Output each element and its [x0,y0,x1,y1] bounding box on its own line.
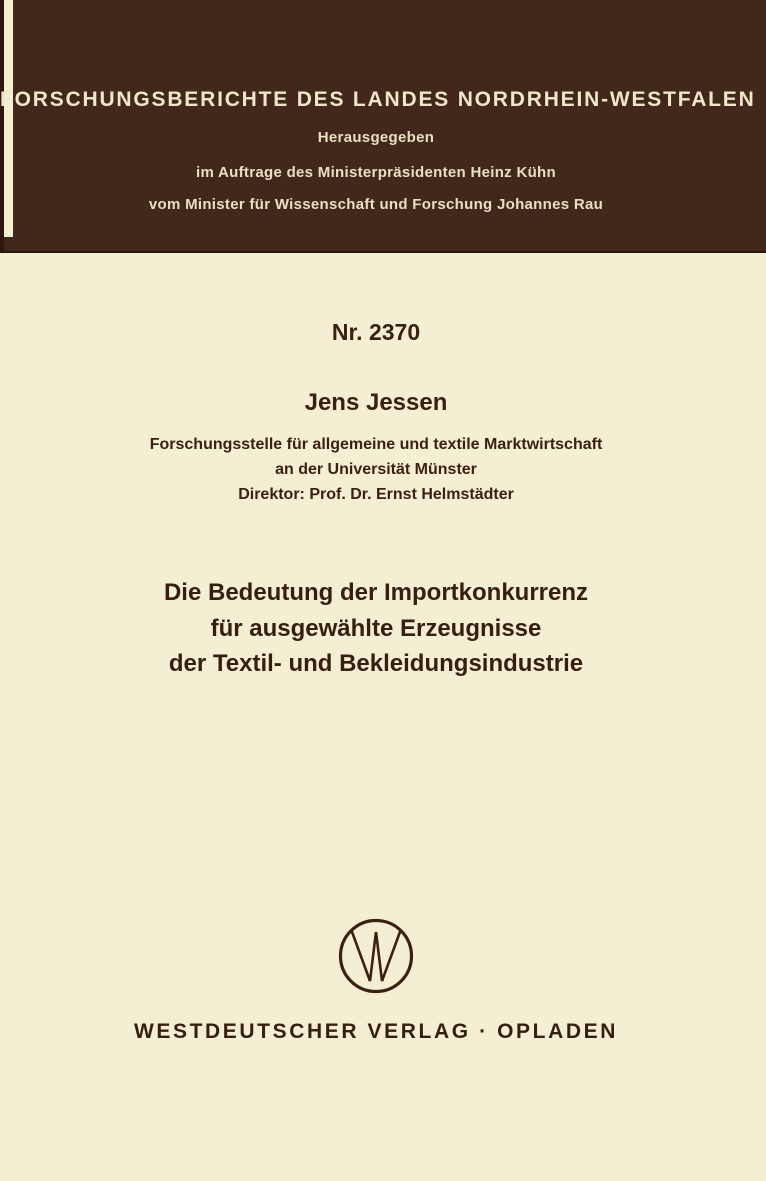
published-by-line: Herausgegeben [317,129,435,146]
book-title-line-2: für ausgewählte Erzeugnisse [210,614,542,642]
book-title [0,575,752,682]
report-number: Nr. 2370 [331,319,421,345]
wv-monogram-icon [336,916,416,996]
institute-block [0,432,752,507]
minister-line: vom Minister für Wissenschaft und Forschung Johannes Rau [148,196,604,213]
author-name: Jens Jessen [304,389,448,416]
publisher-logo [336,916,416,996]
book-title-line-1: Die Bedeutung der Importkonkurrenz [163,579,589,606]
publisher-imprint: WESTDEUTSCHER VERLAG · OPLADEN [133,1020,618,1043]
book-title-line-3: der Textil- und Bekleidungsindustrie [168,650,584,677]
institute-line-2: an der Universität Münster [275,461,477,478]
series-masthead [0,0,766,253]
institute-line-3: Direktor: Prof. Dr. Ernst Helmstädter [238,486,514,503]
commission-line: im Auftrage des Ministerpräsidenten Heinz Kühn [196,164,556,181]
institute-line-1: Forschungsstelle für allgemeine und textile Marktwirtschaft [149,436,603,453]
series-title: FORSCHUNGSBERICHTE DES LANDES NORDRHEIN-WESTFALEN [0,88,756,111]
